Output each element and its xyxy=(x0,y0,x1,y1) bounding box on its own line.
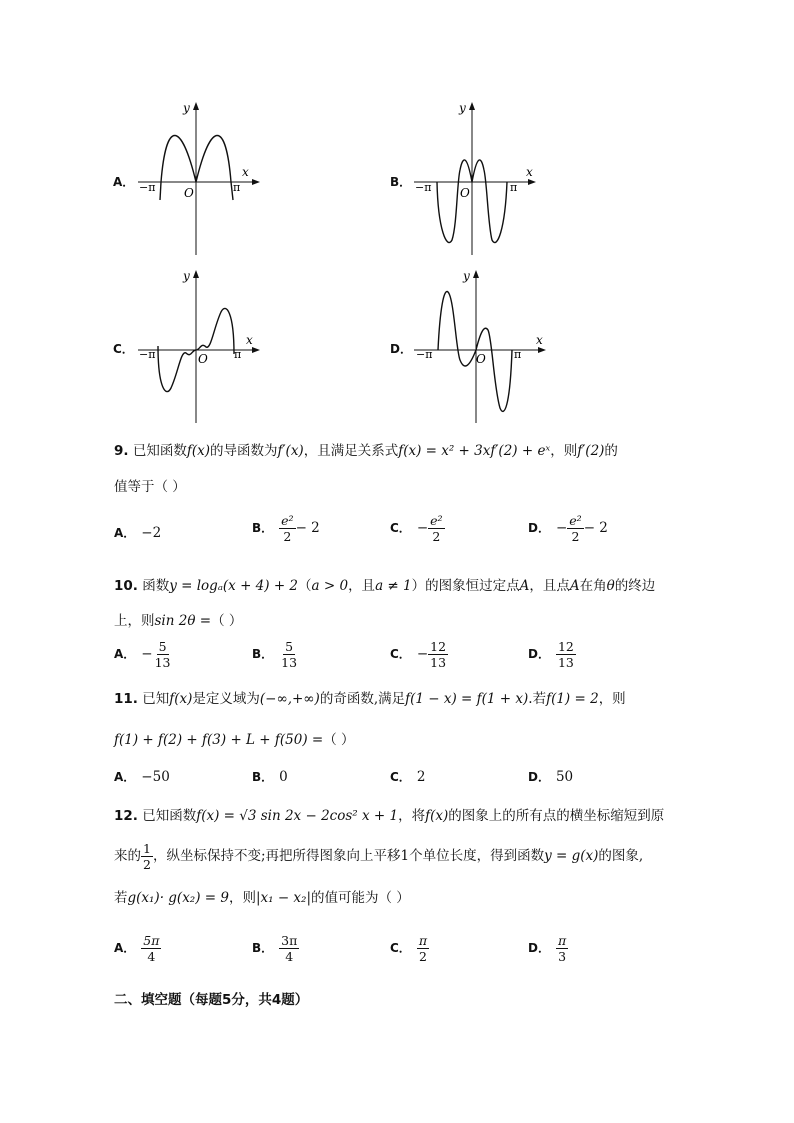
numerator: 12 xyxy=(557,639,574,654)
denominator: 13 xyxy=(281,655,298,670)
option-value: −50 xyxy=(141,769,170,785)
neg-pi-label: −π xyxy=(139,348,156,361)
graph-option-d xyxy=(412,268,552,428)
option-value: 50 xyxy=(555,769,574,785)
q12-option-a[interactable] xyxy=(114,933,161,964)
option-value: − xyxy=(141,646,153,662)
fraction xyxy=(141,933,161,964)
numerator: 3π xyxy=(281,933,298,948)
question-12-line-3 xyxy=(114,888,410,908)
neg-pi-label: −π xyxy=(139,181,156,194)
question-text: .若 xyxy=(528,691,547,707)
question-text: 在角 xyxy=(579,578,607,594)
fraction xyxy=(428,513,444,544)
question-text: ，则 xyxy=(228,890,256,906)
math-expression: sin 2θ = xyxy=(154,613,212,629)
graph-option-b xyxy=(412,100,542,260)
math-expression: |x₁ − x₂| xyxy=(255,890,312,906)
numerator: 5π xyxy=(143,933,160,948)
numerator: 5 xyxy=(158,639,167,654)
question-text: 若 xyxy=(114,890,128,906)
math-expression: f(x) xyxy=(186,443,210,459)
option-label: A． xyxy=(114,647,136,661)
q12-option-d[interactable] xyxy=(528,933,568,964)
numerator: 12 xyxy=(430,639,447,654)
option-value: − 2 xyxy=(583,520,608,536)
q11-option-d[interactable] xyxy=(528,768,573,785)
option-label: C． xyxy=(390,941,411,955)
question-text: 已知 xyxy=(142,691,170,707)
q10-option-b[interactable] xyxy=(252,639,299,670)
math-expression: A xyxy=(569,578,580,594)
question-text: ，且 xyxy=(348,578,376,594)
question-text: 上，则 xyxy=(114,613,155,629)
math-expression: f(x) xyxy=(425,808,449,824)
question-text: ，且点 xyxy=(529,578,570,594)
question-text: （ ） xyxy=(211,613,243,629)
origin-label: O xyxy=(198,352,208,366)
denominator: 2 xyxy=(432,529,441,544)
math-expression: f(1) + f(2) + f(3) + L + f(50) = xyxy=(114,732,324,748)
origin-label: O xyxy=(476,352,486,366)
math-expression: f(1 − x) = f(1 + x) xyxy=(405,691,529,707)
numerator: π xyxy=(557,933,567,948)
fraction xyxy=(279,639,299,670)
question-text: ，则 xyxy=(598,691,626,707)
option-d-label: D． xyxy=(390,342,412,356)
math-expression: f(x) xyxy=(169,691,193,707)
option-label: C． xyxy=(390,647,411,661)
q9-option-c[interactable] xyxy=(390,513,445,544)
pos-pi-label: π xyxy=(234,348,242,361)
option-label: B． xyxy=(252,770,274,784)
question-text: 的值可能为（ ） xyxy=(311,890,410,906)
pos-pi-label: π xyxy=(510,181,518,194)
option-value: 2 xyxy=(416,769,426,785)
denominator: 2 xyxy=(418,949,427,964)
question-12-line-2 xyxy=(114,838,643,874)
question-text: 的终边 xyxy=(614,578,656,594)
math-expression: f′(x) xyxy=(277,443,304,459)
option-label: D． xyxy=(528,647,550,661)
denominator: 13 xyxy=(154,655,171,670)
math-expression: y = logₐ(x + 4) + 2 xyxy=(169,578,299,594)
denominator: 2 xyxy=(283,529,292,544)
y-axis-label: y xyxy=(183,101,190,115)
math-expression: g(x₁)· g(x₂) = 9 xyxy=(127,890,229,906)
q12-option-c[interactable] xyxy=(390,933,429,964)
question-text: 的图象, xyxy=(598,848,644,864)
denominator: 3 xyxy=(558,949,567,964)
origin-label: O xyxy=(184,186,194,200)
option-label: B． xyxy=(252,521,274,535)
denominator: 13 xyxy=(557,655,574,670)
numerator: π xyxy=(418,933,428,948)
option-label: C． xyxy=(390,521,411,535)
option-label: B． xyxy=(252,941,274,955)
numerator: 1 xyxy=(143,841,151,856)
fraction xyxy=(417,933,429,964)
option-c-label: C． xyxy=(113,342,134,356)
q9-option-b[interactable] xyxy=(252,513,320,544)
option-value: 0 xyxy=(279,769,288,785)
y-axis-label: y xyxy=(463,269,470,283)
neg-pi-label: −π xyxy=(416,348,433,361)
question-10-line-2 xyxy=(114,611,242,631)
origin-label: O xyxy=(460,186,470,200)
option-label: D． xyxy=(528,521,550,535)
fraction xyxy=(567,513,583,544)
math-expression: f′(2) xyxy=(577,443,605,459)
denominator: 4 xyxy=(147,949,156,964)
x-axis-label: x xyxy=(246,333,253,347)
option-value: − xyxy=(555,520,568,536)
math-expression: A xyxy=(519,578,530,594)
q11-option-a[interactable] xyxy=(114,768,170,785)
fraction xyxy=(279,933,299,964)
denominator: 4 xyxy=(285,949,294,964)
y-axis-label: y xyxy=(183,269,190,283)
question-10-line-1 xyxy=(114,576,655,596)
q9-option-d[interactable] xyxy=(528,513,608,544)
y-axis-label: y xyxy=(459,101,466,115)
question-text: 的奇函数,满足 xyxy=(319,691,406,707)
fraction xyxy=(556,933,568,964)
math-expression: a > 0 xyxy=(311,578,349,594)
question-text: 的图象上的所有点的横坐标缩短到原 xyxy=(448,808,665,824)
q10-option-d[interactable] xyxy=(528,639,576,670)
q10-option-a[interactable] xyxy=(114,639,173,670)
option-label: B． xyxy=(252,647,274,661)
math-expression: f(x) = √3 sin 2x − 2cos² x + 1 xyxy=(196,808,399,824)
question-text: （ xyxy=(298,578,312,594)
question-number: 11. xyxy=(114,691,138,707)
option-a-label: A． xyxy=(113,175,135,189)
denominator: 2 xyxy=(143,857,151,872)
question-text: ，且满足关系式 xyxy=(303,443,399,459)
graph-option-a xyxy=(136,100,266,260)
numerator: 5 xyxy=(285,639,294,654)
graph-option-c xyxy=(136,268,266,428)
question-number: 10. xyxy=(114,578,138,594)
question-9-line-2 xyxy=(114,477,186,497)
question-text: 值等于（ ） xyxy=(114,479,186,495)
question-text: 已知函数 xyxy=(132,443,187,459)
option-value: − xyxy=(416,520,429,536)
option-label: C． xyxy=(390,770,411,784)
q12-option-b[interactable] xyxy=(252,933,299,964)
question-text: ）的图象恒过定点 xyxy=(411,578,520,594)
question-text: 已知函数 xyxy=(142,808,197,824)
question-text: 函数 xyxy=(142,578,170,594)
pos-pi-label: π xyxy=(514,348,522,361)
math-expression: a ≠ 1 xyxy=(375,578,412,594)
q10-option-c[interactable] xyxy=(390,639,448,670)
option-label: A． xyxy=(114,526,136,540)
option-label: A． xyxy=(114,941,136,955)
question-text: 来的 xyxy=(114,848,141,864)
option-value: − xyxy=(416,646,429,662)
option-label: D． xyxy=(528,941,550,955)
pos-pi-label: π xyxy=(233,181,241,194)
x-axis-label: x xyxy=(526,165,533,179)
question-12-line-1 xyxy=(114,806,664,826)
math-expression: (−∞,+∞) xyxy=(259,691,320,707)
question-text: ，纵坐标保持不变;再把所得图象向上平移1个单位长度，得到函数 xyxy=(152,848,545,864)
math-expression: θ xyxy=(606,578,615,594)
fraction xyxy=(153,639,173,670)
question-text: 是定义域为 xyxy=(192,691,260,707)
fraction xyxy=(279,513,295,544)
option-b-label: B． xyxy=(390,175,412,189)
x-axis-label: x xyxy=(242,165,249,179)
math-expression: y = g(x) xyxy=(544,848,599,864)
option-value: −2 xyxy=(141,525,162,541)
neg-pi-label: −π xyxy=(415,181,432,194)
option-value: − 2 xyxy=(295,520,320,536)
question-text: ，将 xyxy=(398,808,426,824)
question-text: ，则 xyxy=(550,443,578,459)
question-9-line-1 xyxy=(114,441,618,461)
numerator: e² xyxy=(430,513,443,528)
x-axis-label: x xyxy=(536,333,543,347)
numerator: e² xyxy=(281,513,294,528)
question-number: 9. xyxy=(114,443,129,459)
fraction xyxy=(556,639,576,670)
option-label: A． xyxy=(114,770,136,784)
q11-option-c[interactable] xyxy=(390,768,425,785)
denominator: 13 xyxy=(430,655,447,670)
section-title: 二、填空题（每题5分，共4题） xyxy=(114,992,309,1008)
math-expression: f(1) = 2 xyxy=(546,691,599,707)
math-expression: f(x) = x² + 3xf′(2) + eˣ xyxy=(398,443,551,459)
denominator: 2 xyxy=(571,529,580,544)
option-label: D． xyxy=(528,770,550,784)
q9-option-a[interactable] xyxy=(114,524,161,541)
fraction xyxy=(141,841,153,872)
q11-option-b[interactable] xyxy=(252,768,288,785)
question-11-line-2 xyxy=(114,730,355,750)
question-text: 的导函数为 xyxy=(209,443,278,459)
question-text: （ ） xyxy=(323,732,355,748)
question-11-line-1 xyxy=(114,689,626,709)
numerator: e² xyxy=(569,513,582,528)
question-number: 12. xyxy=(114,808,138,824)
question-text: 的 xyxy=(604,443,618,459)
fraction xyxy=(428,639,448,670)
